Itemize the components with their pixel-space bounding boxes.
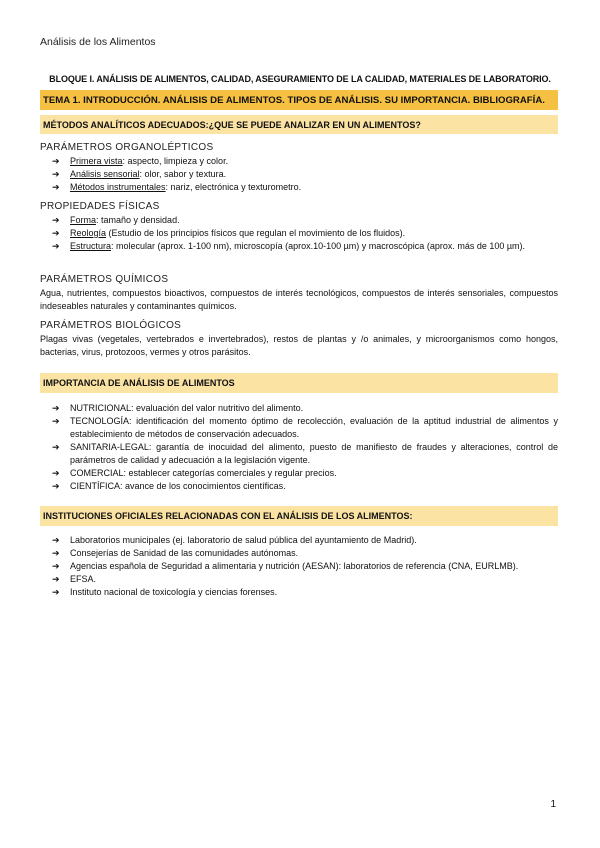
- item-text: : aspecto, limpieza y color.: [122, 156, 229, 166]
- list-item: [40, 547, 558, 560]
- item-text: : nariz, electrónica y texturometro.: [165, 182, 302, 192]
- section-quimicos: [40, 273, 558, 313]
- biologicos-heading: PARÁMETROS BIOLÓGICOS: [40, 320, 182, 331]
- list-item: [40, 534, 558, 547]
- item-text: : olor, sabor y textura.: [139, 169, 227, 179]
- document-header-title: Análisis de los Alimentos: [40, 36, 156, 48]
- list-item: [40, 240, 558, 253]
- list-item: [40, 467, 558, 480]
- organolepticos-heading: PARÁMETROS ORGANOLÉPTICOS: [40, 142, 214, 153]
- page-number: 1: [550, 799, 556, 810]
- importancia-list: [40, 402, 558, 493]
- item-text: (Estudio de los principios físicos que regulan el movimiento de los fluidos).: [106, 228, 406, 238]
- arrow-icon: ➔: [52, 468, 60, 478]
- fisicas-heading: PROPIEDADES FÍSICAS: [40, 201, 160, 212]
- arrow-icon: ➔: [52, 587, 60, 597]
- item-text: SANITARIA-LEGAL: garantía de inocuidad del alimento, puesto de manifiesto de fraudes y alteraciones, control de parámetros de calidad y adecuación a la legislación vigente.: [70, 442, 558, 465]
- instituciones-title: INSTITUCIONES OFICIALES RELACIONADAS CON EL ANÁLISIS DE LOS ALIMENTOS:: [43, 511, 413, 521]
- block-title: BLOQUE I. ANÁLISIS DE ALIMENTOS, CALIDAD, ASEGURAMIENTO DE LA CALIDAD, MATERIALES DE LABORATORIO.: [49, 74, 551, 84]
- item-text: : molecular (aprox. 1-100 nm), microscopía (aprox.10-100 µm) y macroscópica (aprox. más de 100 µm).: [111, 241, 526, 251]
- arrow-icon: ➔: [52, 241, 60, 251]
- arrow-icon: ➔: [52, 156, 60, 166]
- item-text: EFSA.: [70, 574, 97, 584]
- item-term: Reología: [70, 228, 107, 238]
- item-text: Agencias española de Seguridad a alimentaria y nutrición (AESAN): laboratorios de referencia (CNA, EURLMB).: [70, 561, 519, 571]
- arrow-icon: ➔: [52, 169, 60, 179]
- arrow-icon: ➔: [52, 403, 60, 413]
- item-text: TECNOLOGÍA: identificación del momento óptimo de recolección, evaluación de la aptitud industrial de alimentos y establecimiento de métodos de conservación adecuados.: [70, 416, 558, 439]
- instituciones-title-bar: [40, 506, 558, 526]
- arrow-icon: ➔: [52, 561, 60, 571]
- metodos-title-bar: [40, 115, 558, 134]
- item-text: Laboratorios municipales (ej. laboratorio de salud pública del ayuntamiento de Madrid).: [70, 535, 417, 545]
- section-instituciones: [40, 534, 558, 599]
- tema-title-bar: [40, 90, 558, 110]
- list-item: [40, 586, 558, 599]
- item-text: NUTRICIONAL: evaluación del valor nutritivo del alimento.: [70, 403, 304, 413]
- item-text: Consejerías de Sanidad de las comunidades autónomas.: [70, 548, 299, 558]
- arrow-icon: ➔: [52, 442, 60, 452]
- item-term: Métodos instrumentales: [70, 182, 166, 192]
- arrow-icon: ➔: [52, 215, 60, 225]
- arrow-icon: ➔: [52, 548, 60, 558]
- list-item: [40, 214, 558, 227]
- metodos-title: MÉTODOS ANALÍTICOS ADECUADOS:¿QUE SE PUEDE ANALIZAR EN UN ALIMENTOS?: [43, 119, 421, 130]
- quimicos-heading: PARÁMETROS QUÍMICOS: [40, 274, 169, 285]
- list-item: [40, 168, 558, 181]
- list-item: [40, 402, 558, 415]
- list-item: [40, 480, 558, 493]
- section-importancia: [40, 402, 558, 493]
- section-biologicos: [40, 319, 558, 359]
- item-text: : tamaño y densidad.: [96, 215, 180, 225]
- instituciones-list: [40, 534, 558, 599]
- list-item: [40, 181, 558, 194]
- item-text: CIENTÍFICA: avance de los conocimientos científicas.: [70, 481, 286, 491]
- importancia-title-bar: [40, 373, 558, 393]
- arrow-icon: ➔: [52, 535, 60, 545]
- section-organolepticos: [40, 141, 558, 194]
- list-item: [40, 155, 558, 168]
- list-item: [40, 227, 558, 240]
- importancia-title: IMPORTANCIA DE ANÁLISIS DE ALIMENTOS: [43, 378, 235, 388]
- arrow-icon: ➔: [52, 574, 60, 584]
- quimicos-text: Agua, nutrientes, compuestos bioactivos, compuestos de interés tecnológicos, compuestos de interés sensoriales, compuestos indeseables naturales y contaminantes químicos.: [40, 288, 558, 311]
- fisicas-list: [40, 214, 558, 253]
- item-term: Primera vista: [70, 156, 123, 166]
- section-fisicas: [40, 200, 558, 253]
- item-term: Estructura: [70, 241, 112, 251]
- biologicos-text: Plagas vivas (vegetales, vertebrados e invertebrados), restos de plantas y /o animales, y microorganismos como hongos, bacterias, virus, protozoos, vermes y otros parásitos.: [40, 334, 558, 357]
- list-item: [40, 560, 558, 573]
- item-term: Forma: [70, 215, 97, 225]
- list-item: [40, 573, 558, 586]
- list-item: [40, 415, 558, 441]
- arrow-icon: ➔: [52, 416, 60, 426]
- arrow-icon: ➔: [52, 182, 60, 192]
- item-term: Análisis sensorial: [70, 169, 140, 179]
- item-text: COMERCIAL: establecer categorías comerciales y regular precios.: [70, 468, 337, 478]
- organolepticos-list: [40, 155, 558, 194]
- item-text: Instituto nacional de toxicología y ciencias forenses.: [70, 587, 278, 597]
- tema-title: TEMA 1. INTRODUCCIÓN. ANÁLISIS DE ALIMENTOS. TIPOS DE ANÁLISIS. SU IMPORTANCIA. BIBLIOGRAFÍA.: [43, 94, 545, 106]
- list-item: [40, 441, 558, 467]
- arrow-icon: ➔: [52, 228, 60, 238]
- arrow-icon: ➔: [52, 481, 60, 491]
